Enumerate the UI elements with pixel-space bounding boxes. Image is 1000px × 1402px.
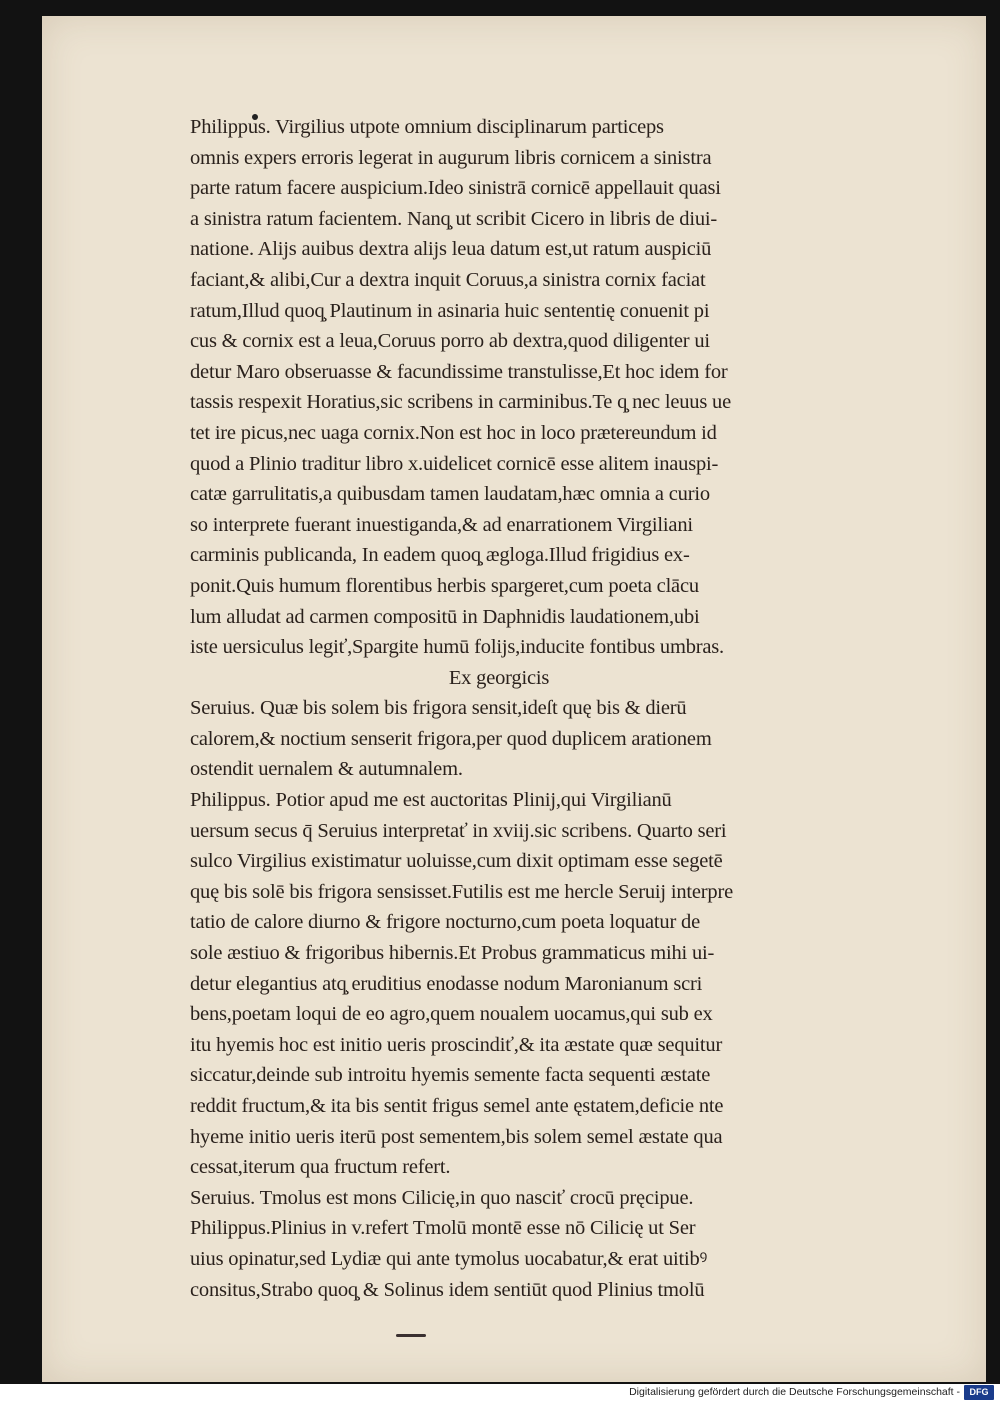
text-line: ostendit uernalem & autumnalem. [190,758,463,781]
text-line: uersum secus q̄ Seruius interpretať in xviiј.sic scribens. Quarto seri [190,819,727,842]
text-line: ratum,Illud quoq̧ Plautinum in asinaria huic sententię conuenit pi [190,299,710,322]
text-line: Philippus. Potior apud me est auctoritas Pliniј,qui Virgilianū [190,789,672,812]
text-line: iste uersiculus legiť,Spargite humū foliјs,inducite fontibus umbras. [190,636,724,659]
text-line: calorem,& noctium senserit frigora,per quod duplicem arationem [190,727,712,750]
text-block [190,112,868,1305]
text-line: bens,poetam loqui de eo agro,quem noualem uocamus,qui sub ex [190,1003,713,1026]
text-line: ponit.Quis humum florentibus herbis spargeret,cum poeta clācu [190,574,699,597]
text-line: natione. Aliјs auibus dextra aliјs leua datum est,ut ratum auspiciū [190,238,712,261]
text-line: quod a Plinio traditur libro x.uidelicet cornicē esse alitem inauspi- [190,452,719,475]
text-line: faciant,& alibi,Cur a dextra inquit Coruus,a sinistra cornix faciat [190,268,706,291]
text-line: catæ garrulitatis,a quibusdam tamen laudatam,hæc omnia a curio [190,483,710,506]
digitization-footer [0,1384,1000,1402]
text-line: so interprete fuerant inuestiganda,& ad enarrationem Virgiliani [190,513,693,536]
text-line: quę bis solē bis frigora sensisset.Futilis est me hercle Seruiј interpre [190,880,733,903]
text-line: cus & cornix est a leua,Coruus porro ab dextra,quod diligenter ui [190,330,710,353]
text-line: detur elegantius atq̧ eruditius enodasse nodum Maronianum scri [190,972,703,995]
text-line: cessat,iterum qua fructum refert. [190,1156,451,1179]
text-line: tatio de calore diurno & frigore nocturno,cum poeta loquatur de [190,911,700,934]
section-heading: Ex georgicis [448,666,550,689]
text-line: Seruius. Tmolus est mons Cilicię,in quo nasciť crocū pręcipue. [190,1186,694,1209]
text-line: sole æstiuo & frigoribus hibernis.Et Probus grammaticus mihi ui- [190,942,715,965]
text-line: Seruius. Quæ bis solem bis frigora sensit,ideſt quę bis & dierū [190,697,687,720]
text-line: tassis respexit Horatius,sic scribens in carminibus.Te q̧ nec leuus ue [190,391,731,414]
text-line: siccatur,deinde sub introitu hyemis semente facta sequenti æstate [190,1064,711,1087]
text-line: a sinistra ratum facientem. Nanq̧ ut scribit Cicero in libris de diui- [190,207,718,230]
text-line: itu hyemis hoc est initio ueris proscindiť,& ita æstate quæ sequitur [190,1033,723,1056]
text-line: lum alludat ad carmen compositū in Daphnidis laudationem,ubi [190,605,700,628]
text-line: Philippus.Plinius in v.refert Tmolū montē esse nō Cilicię ut Ser [190,1217,696,1240]
funding-credit: Digitalisierung gefördert durch die Deutsche Forschungsgemeinschaft - [629,1386,960,1398]
text-line: Philippus. Virgilius utpote omnium disciplinarum particeps [190,116,664,138]
ink-mark [396,1334,426,1337]
text-line: parte ratum facere auspicium.Ideo sinistrā cornicē appellauit quasi [190,177,721,200]
text-line: tet ire picus,nec uaga cornix.Non est hoc in loco prætereundum id [190,421,717,444]
text-line: consitus,Strabo quoq̧ & Solinus idem sentiūt quod Plinius tmolū [190,1278,705,1301]
text-line: uius opinatur,sed Lydiæ qui ante tymolus uocabatur,& erat uitibꝰ [190,1247,708,1270]
text-line: sulco Virgilius existimatur uoluisse,cum dixit optimam esse segetē [190,850,723,873]
dfg-logo[interactable]: DFG [964,1385,994,1400]
text-line: detur Maro obseruasse & facundissime transtulisse,Et hoc idem for [190,360,728,383]
text-line: omnis expers erroris legerat in augurum libris cornicem a sinistra [190,146,712,169]
text-line: carminis publicanda, In eadem quoq̧ ægloga.Illud frigidius ex- [190,544,690,567]
text-line: hyeme initio ueris iterū post sementem,bis solem semel æstate qua [190,1125,723,1148]
text-line: reddit fructum,& ita bis sentit frigus semel ante ęstatem,deficie nte [190,1095,724,1117]
